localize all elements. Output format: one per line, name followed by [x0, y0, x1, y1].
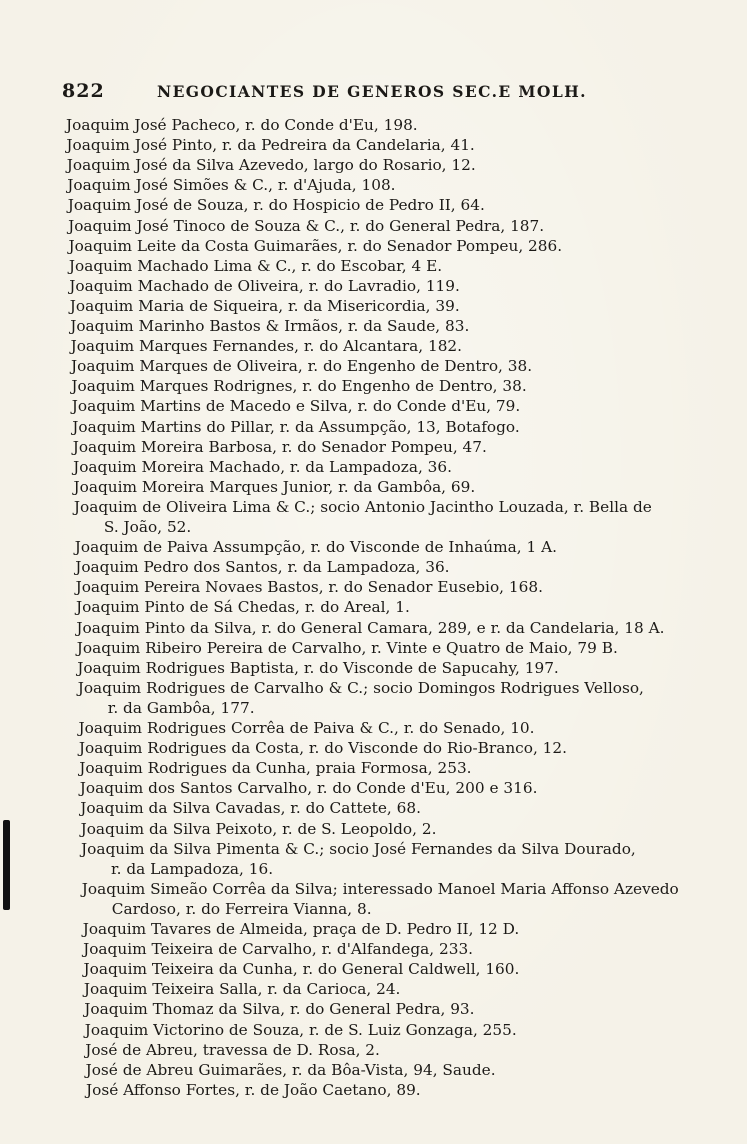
list-item: Joaquim Leite da Costa Guimarães, r. do Senador Pompeu, 286. — [68, 236, 563, 255]
list-item: Joaquim Moreira Barbosa, r. do Senador Pompeu, 47. — [72, 437, 487, 456]
list-item: Joaquim Martins do Pillar, r. da Assumpção, 13, Botafogo. — [72, 417, 520, 436]
list-item: Joaquim Rodrigues da Cunha, praia Formosa, 253. — [79, 759, 472, 778]
list-item: Joaquim Maria de Siqueira, r. da Misericordia, 39. — [69, 296, 460, 315]
list-item: Joaquim Rodrigues Baptista, r. do Visconde de Sapucahy, 197. — [77, 658, 559, 677]
list-item: Joaquim Thomaz da Silva, r. do General Pedra, 93. — [84, 1000, 475, 1019]
list-item: Joaquim Machado de Oliveira, r. do Lavradio, 119. — [69, 276, 460, 295]
list-item: Joaquim Marques Rodrignes, r. do Engenho de Dentro, 38. — [71, 377, 527, 396]
list-item: Joaquim Machado Lima & C., r. do Escobar, 4 E. — [68, 256, 443, 275]
list-item: Joaquim Rodrigues Corrêa de Paiva & C., r. do Senado, 10. — [78, 719, 535, 737]
list-item: Joaquim Tavares de Almeida, praça de D. Pedro II, 12 D. — [82, 920, 520, 938]
list-item: Joaquim Ribeiro Pereira de Carvalho, r. Vinte e Quatro de Maio, 79 B. — [76, 638, 618, 657]
list-item: Joaquim Rodrigues da Costa, r. do Visconde do Rio-Branco, 12. — [78, 739, 568, 758]
page-header — [62, 80, 682, 102]
list-item: Joaquim Teixeira Salla, r. da Carioca, 24. — [83, 980, 401, 999]
list-item-continuation: r. da Lampadoza, 16. — [111, 859, 274, 878]
list-item: Joaquim José de Souza, r. do Hospicio de Pedro II, 64. — [67, 196, 485, 215]
list-item: Joaquim José da Silva Azevedo, largo do Rosario, 12. — [66, 156, 476, 175]
list-item: José Affonso Fortes, r. de João Caetano, 89. — [86, 1080, 421, 1099]
list-item: Joaquim da Silva Pimenta & C.; socio José Fernandes da Silva Dourado, — [81, 839, 636, 858]
list-item: Joaquim da Silva Cavadas, r. do Cattete, 68. — [80, 799, 421, 818]
list-item: Joaquim de Oliveira Lima & C.; socio Antonio Jacintho Louzada, r. Bella de — [73, 497, 652, 516]
list-item: Joaquim Pinto de Sá Chedas, r. do Areal, 1. — [76, 598, 410, 617]
list-item: Joaquim José Pinto, r. da Pedreira da Candelaria, 41. — [66, 136, 475, 155]
list-item: Joaquim Moreira Machado, r. da Lampadoza, 36. — [73, 457, 452, 476]
list-item: Joaquim de Paiva Assumpção, r. do Visconde de Inhaúma, 1 A. — [74, 538, 557, 557]
list-item: Joaquim Marques de Oliveira, r. do Engenho de Dentro, 38. — [71, 357, 533, 376]
list-item-continuation: Cardoso, r. do Ferreira Vianna, 8. — [111, 899, 372, 918]
list-item: Joaquim Moreira Marques Junior, r. da Gambôa, 69. — [73, 477, 476, 496]
list-item: Joaquim dos Santos Carvalho, r. do Conde d'Eu, 200 e 316. — [79, 779, 538, 798]
list-item-continuation: r. da Gambôa, 177. — [107, 698, 255, 717]
list-item: Joaquim Marques Fernandes, r. do Alcantara, 182. — [70, 337, 463, 356]
list-item: Joaquim Teixeira de Carvalho, r. d'Alfandega, 233. — [83, 940, 474, 959]
list-item: Joaquim Rodrigues de Carvalho & C.; socio Domingos Rodrigues Velloso, — [77, 678, 644, 697]
list-item: José de Abreu, travessa de D. Rosa, 2. — [85, 1040, 380, 1059]
list-item: Joaquim Teixeira da Cunha, r. do General Caldwell, 160. — [83, 960, 520, 979]
binding-mark — [3, 820, 10, 910]
page-number: 822 — [62, 80, 105, 102]
list-item: Joaquim Victorino de Souza, r. de S. Luiz Gonzaga, 255. — [84, 1020, 517, 1039]
list-item: Joaquim Marinho Bastos & Irmãos, r. da Saude, 83. — [70, 317, 470, 335]
list-item: Joaquim Pereira Novaes Bastos, r. do Senador Eusebio, 168. — [75, 578, 543, 597]
list-item: Joaquim da Silva Peixoto, r. de S. Leopoldo, 2. — [80, 819, 437, 838]
list-item-continuation: S. João, 52. — [103, 518, 192, 536]
list-item: Joaquim José Simões & C., r. d'Ajuda, 108. — [67, 176, 396, 195]
list-item: Joaquim José Tinoco de Souza & C., r. do General Pedra, 187. — [68, 216, 545, 235]
list-item: Joaquim Simeão Corrêa da Silva; interessado Manoel Maria Affonso Azevedo — [81, 879, 679, 898]
list-item: Joaquim José Pacheco, r. do Conde d'Eu, 198. — [66, 116, 418, 134]
running-title: NEGOCIANTES DE GENEROS SEC.E MOLH. — [157, 82, 587, 101]
list-item: José de Abreu Guimarães, r. da Bôa-Vista, 94, Saude. — [85, 1060, 496, 1079]
list-item: Joaquim Pinto da Silva, r. do General Camara, 289, e r. da Candelaria, 18 A. — [76, 618, 665, 637]
list-item: Joaquim Pedro dos Santos, r. da Lampadoza, 36. — [75, 558, 450, 577]
list-item: Joaquim Martins de Macedo e Silva, r. do Conde d'Eu, 79. — [71, 397, 521, 416]
